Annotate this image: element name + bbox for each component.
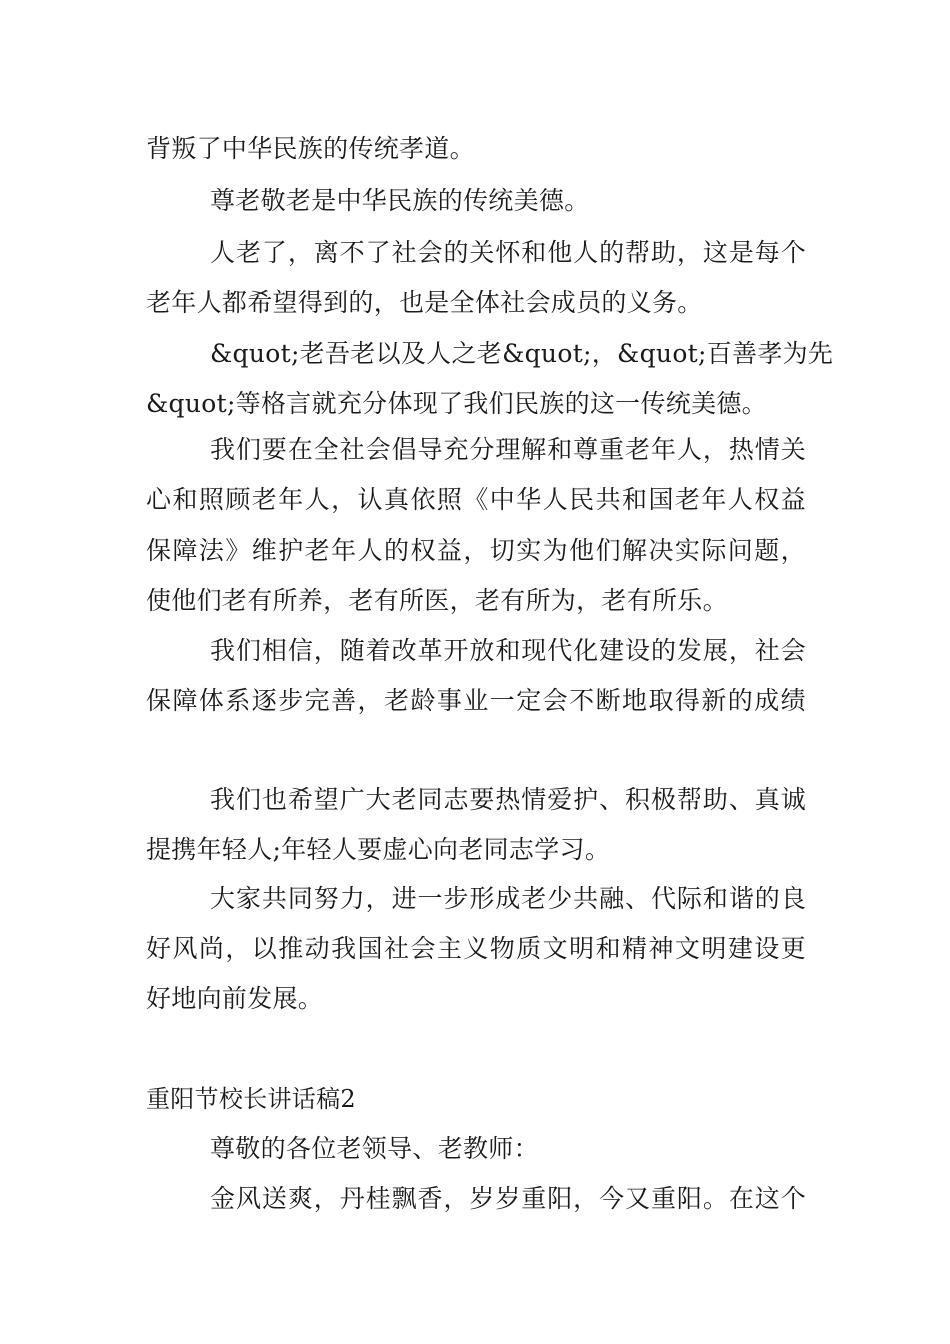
- text-line: 我们相信，随着改革开放和现代化建设的发展，社会: [210, 636, 806, 665]
- text-line: 保障体系逐步完善，老龄事业一定会不断地取得新的成绩: [146, 686, 806, 715]
- text-line: 背叛了中华民族的传统孝道。: [146, 134, 475, 163]
- text-line: 好地向前发展。: [146, 984, 324, 1013]
- text-line: &quot;老吾老以及人之老&quot;，&quot;百善孝为先: [210, 339, 834, 368]
- text-line: &quot;等格言就充分体现了我们民族的这一传统美德。: [146, 389, 767, 418]
- text-line: 尊老敬老是中华民族的传统美德。: [210, 186, 590, 215]
- text-line: 好风尚，以推动我国社会主义物质文明和精神文明建设更: [146, 934, 806, 963]
- text-line: 金风送爽，丹桂飘香，岁岁重阳，今又重阳。在这个: [210, 1184, 806, 1213]
- text-line: 我们要在全社会倡导充分理解和尊重老年人，热情关: [210, 435, 806, 464]
- text-line: 提携年轻人;年轻人要虚心向老同志学习。: [146, 835, 611, 864]
- text-line: 人老了，离不了社会的关怀和他人的帮助，这是每个: [210, 238, 806, 267]
- text-line: 使他们老有所养，老有所医，老有所为，老有所乐。: [146, 586, 728, 615]
- text-line: 我们也希望广大老同志要热情爱护、积极帮助、真诚: [210, 785, 806, 814]
- text-line: 保障法》维护老年人的权益，切实为他们解决实际问题，: [146, 536, 806, 565]
- section-heading: 重阳节校长讲话稿2: [146, 1085, 356, 1113]
- text-line: 老年人都希望得到的，也是全体社会成员的义务。: [146, 288, 703, 317]
- text-line: 尊敬的各位老领导、老教师：: [210, 1134, 539, 1163]
- text-line: 心和照顾老年人，认真依照《中华人民共和国老年人权益: [146, 485, 806, 514]
- text-line: 大家共同努力，进一步形成老少共融、代际和谐的良: [210, 884, 806, 913]
